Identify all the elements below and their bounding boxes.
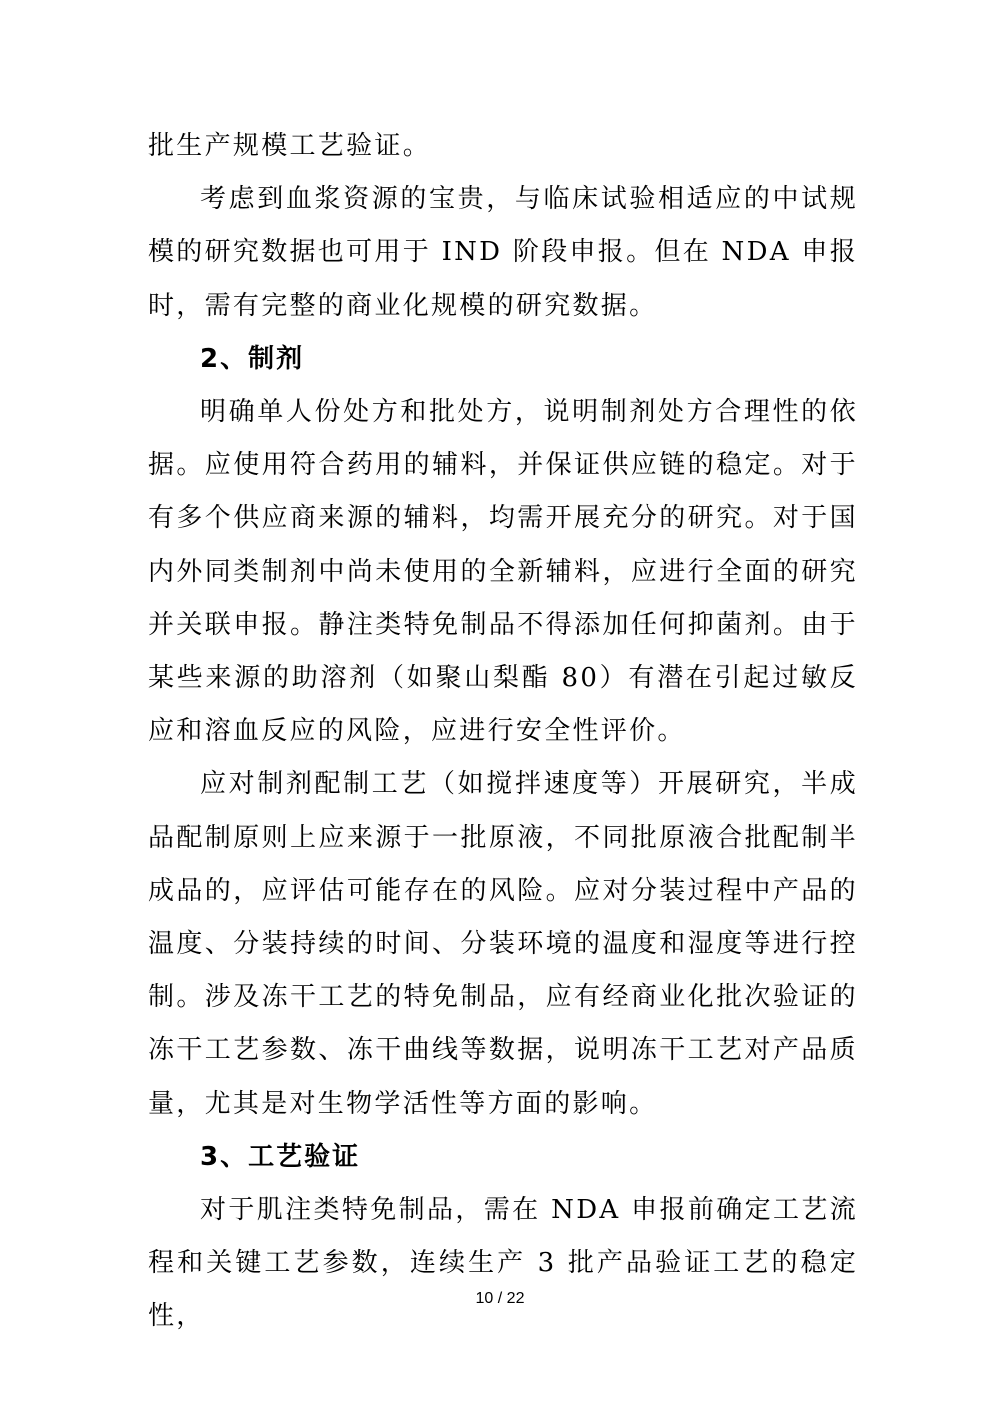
page-number: 10 / 22	[475, 1290, 525, 1307]
paragraph-formulation-process: 应对制剂配制工艺（如搅拌速度等）开展研究，半成品配制原则上应来源于一批原液，不同批原液合批配制半成品的，应评估可能存在的风险。应对分装过程中产品的温度、分装持续的时间、分装环境的温度和湿度等进行控制。涉及冻干工艺的特免制品，应有经商业化批次验证的冻干工艺参数、冻干曲线等数据，说明冻干工艺对产品质量，尤其是对生物学活性等方面的影响。	[148, 769, 858, 1119]
page-body	[148, 120, 858, 1344]
paragraph-plasma-resources: 考虑到血浆资源的宝贵，与临床试验相适应的中试规模的研究数据也可用于 IND 阶段申报。但在 NDA 申报时，需有完整的商业化规模的研究数据。	[148, 184, 858, 321]
paragraph-continuation: 批生产规模工艺验证。	[148, 131, 432, 161]
section-heading-formulation: 2、制剂	[200, 343, 305, 374]
section-heading-process-validation: 3、工艺验证	[200, 1141, 361, 1172]
paragraph-process-validation: 对于肌注类特免制品，需在 NDA 申报前确定工艺流程和关键工艺参数，连续生产 3 批产品验证工艺的稳定性，	[148, 1195, 858, 1332]
paragraph-formulation-excipients: 明确单人份处方和批处方，说明制剂处方合理性的依据。应使用符合药用的辅料，并保证供应链的稳定。对于有多个供应商来源的辅料，均需开展充分的研究。对于国内外同类制剂中尚未使用的全新辅料，应进行全面的研究并关联申报。静注类特免制品不得添加任何抑菌剂。由于某些来源的助溶剂（如聚山梨酯 80）有潜在引起过敏反应和溶血反应的风险，应进行安全性评价。	[148, 397, 858, 747]
